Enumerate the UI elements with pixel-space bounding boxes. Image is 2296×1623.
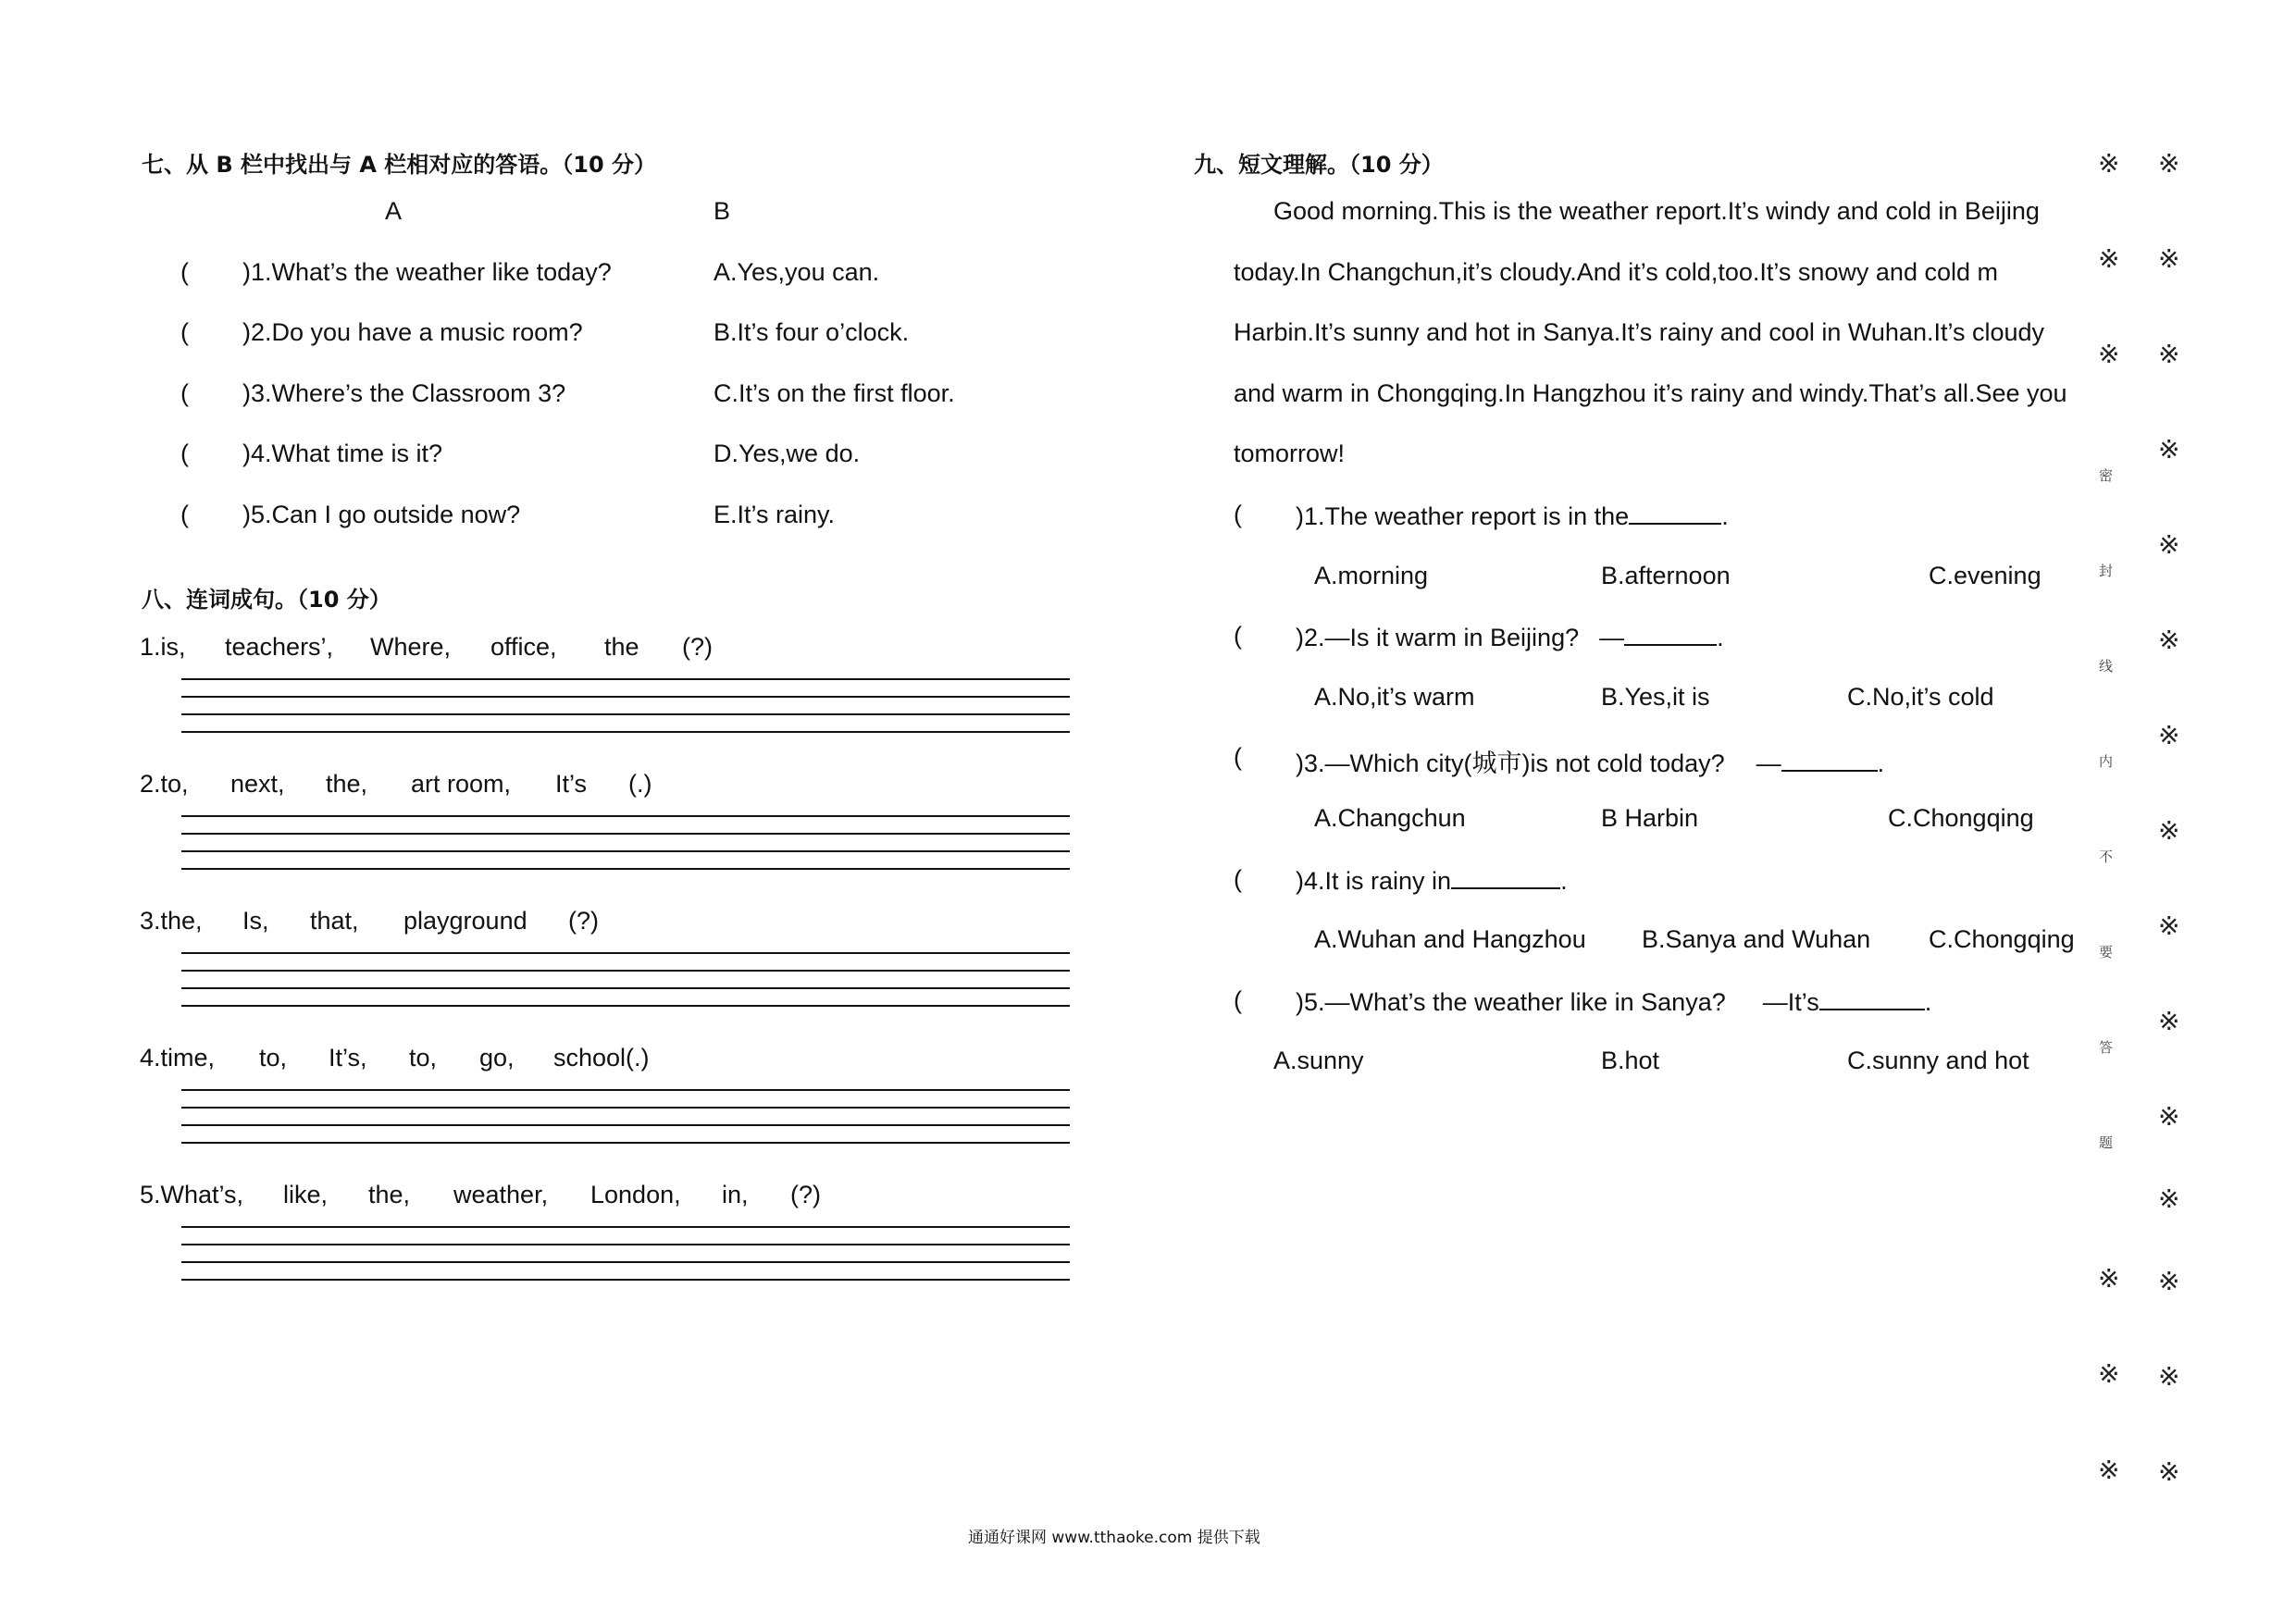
passage-line: Good morning.This is the weather report.It’s windy and cold in Beijing xyxy=(1273,197,2040,225)
writing-line xyxy=(181,833,1070,835)
question-text: )1.The weather report is in the xyxy=(1296,502,1630,530)
writing-line xyxy=(181,970,1070,972)
question-1 xyxy=(1296,501,1729,531)
seal-star-icon: ※ xyxy=(2158,625,2180,655)
question-text: )4.It is rainy in xyxy=(1296,867,1452,895)
writing-line xyxy=(181,987,1070,989)
answer-dash: — xyxy=(1599,624,1625,651)
writing-line xyxy=(181,815,1070,817)
writing-line xyxy=(181,1142,1070,1144)
scrambled-word: teachers’, xyxy=(225,633,334,661)
seal-line-char: 封 xyxy=(2099,563,2114,579)
writing-line xyxy=(181,1005,1070,1007)
scrambled-word: 1.is, xyxy=(140,633,186,661)
matching-answer: B.It’s four o’clock. xyxy=(714,318,910,346)
option: C.No,it’s cold xyxy=(1847,683,1994,711)
seal-star-icon: ※ xyxy=(2158,911,2180,941)
scrambled-word: go, xyxy=(479,1044,515,1072)
question-text: )5.—What’s the weather like in Sanya? xyxy=(1296,988,1726,1016)
column-a-header: A xyxy=(385,197,403,225)
answer-paren: ( xyxy=(1234,622,1242,650)
option: C.evening xyxy=(1929,562,2042,589)
answer-paren: ( xyxy=(1234,501,1242,528)
option: B.Yes,it is xyxy=(1601,683,1710,711)
option: A.sunny xyxy=(1273,1047,1364,1074)
scrambled-word: (?) xyxy=(790,1181,821,1208)
scrambled-word: next, xyxy=(230,770,285,798)
option: C.Chongqing xyxy=(1929,925,2075,953)
seal-star-icon: ※ xyxy=(2098,339,2120,369)
question-tail: . xyxy=(1721,502,1729,530)
question-tail: . xyxy=(1877,750,1885,777)
answer-paren: ( xyxy=(180,258,189,286)
writing-line xyxy=(181,1089,1070,1091)
section-9-title: 九、短文理解。（10 分） xyxy=(1194,152,1444,178)
writing-line xyxy=(181,678,1070,680)
scrambled-word: the, xyxy=(368,1181,411,1208)
answer-blank[interactable] xyxy=(1781,748,1878,772)
scrambled-word: that, xyxy=(310,907,359,935)
option: B.hot xyxy=(1601,1047,1660,1074)
seal-line-char: 不 xyxy=(2099,849,2114,865)
matching-answer: E.It’s rainy. xyxy=(714,501,836,528)
option: A.morning xyxy=(1314,562,1429,589)
option: A.Changchun xyxy=(1314,804,1466,832)
scrambled-word: the xyxy=(604,633,639,661)
seal-star-icon: ※ xyxy=(2098,148,2120,179)
scrambled-word: 5.What’s, xyxy=(140,1181,244,1208)
passage-line: tomorrow! xyxy=(1234,440,1346,467)
answer-dash: —It’s xyxy=(1762,988,1819,1016)
scrambled-word: 2.to, xyxy=(140,770,189,798)
matching-answer: C.It’s on the first floor. xyxy=(714,379,955,407)
writing-line xyxy=(181,850,1070,852)
scrambled-word: (.) xyxy=(628,770,652,798)
matching-question: )3.Where’s the Classroom 3? xyxy=(242,379,566,407)
scrambled-word: in, xyxy=(722,1181,749,1208)
question-text: )2.—Is it warm in Beijing? xyxy=(1296,624,1580,651)
writing-line xyxy=(181,713,1070,715)
passage-line: Harbin.It’s sunny and hot in Sanya.It’s rainy and cool in Wuhan.It’s cloudy xyxy=(1234,318,2045,346)
option: B.afternoon xyxy=(1601,562,1731,589)
writing-line xyxy=(181,1226,1070,1228)
question-tail: . xyxy=(1924,988,1932,1016)
question-4 xyxy=(1296,865,1568,896)
writing-line xyxy=(181,696,1070,698)
matching-answer: A.Yes,you can. xyxy=(714,258,880,286)
scrambled-word: Where, xyxy=(370,633,452,661)
answer-paren: ( xyxy=(1234,986,1242,1014)
scrambled-word: 4.time, xyxy=(140,1044,216,1072)
answer-paren: ( xyxy=(180,501,189,528)
question-tail: . xyxy=(1717,624,1724,651)
section-8-title: 八、连词成句。（10 分） xyxy=(142,587,391,613)
question-tail: . xyxy=(1560,867,1568,895)
seal-star-icon: ※ xyxy=(2158,1361,2180,1392)
question-text: )3.—Which city( xyxy=(1296,750,1472,777)
writing-line xyxy=(181,1107,1070,1109)
seal-star-icon: ※ xyxy=(2158,148,2180,179)
seal-star-icon: ※ xyxy=(2158,1456,2180,1487)
answer-dash: — xyxy=(1756,750,1781,777)
writing-line xyxy=(181,731,1070,733)
writing-line xyxy=(181,868,1070,870)
answer-paren: ( xyxy=(180,440,189,467)
answer-paren: ( xyxy=(1234,865,1242,893)
column-b-header: B xyxy=(714,197,731,225)
seal-star-icon: ※ xyxy=(2098,1455,2120,1485)
scrambled-word: school(.) xyxy=(553,1044,650,1072)
seal-line-char: 题 xyxy=(2099,1134,2114,1151)
scrambled-word: 3.the, xyxy=(140,907,203,935)
seal-star-icon: ※ xyxy=(2158,720,2180,750)
seal-line-char: 线 xyxy=(2099,658,2114,675)
scrambled-word: (?) xyxy=(568,907,599,935)
seal-line-char: 密 xyxy=(2099,467,2114,484)
answer-blank[interactable] xyxy=(1451,865,1560,889)
option: A.No,it’s warm xyxy=(1314,683,1475,711)
writing-line xyxy=(181,1244,1070,1245)
seal-star-icon: ※ xyxy=(2098,243,2120,274)
seal-line-char: 内 xyxy=(2099,753,2114,770)
answer-blank[interactable] xyxy=(1624,622,1717,646)
matching-answer: D.Yes,we do. xyxy=(714,440,861,467)
seal-line-char: 要 xyxy=(2099,944,2114,960)
option: B Harbin xyxy=(1601,804,1699,832)
answer-paren: ( xyxy=(1234,743,1242,771)
matching-question: )2.Do you have a music room? xyxy=(242,318,583,346)
passage-line: today.In Changchun,it’s cloudy.And it’s cold,too.It’s snowy and cold m xyxy=(1234,258,1998,286)
option: B.Sanya and Wuhan xyxy=(1642,925,1871,953)
scrambled-word: It’s xyxy=(555,770,588,798)
answer-paren: ( xyxy=(180,318,189,346)
question-cn-gloss: 城市 xyxy=(1471,750,1522,778)
answer-blank[interactable] xyxy=(1629,501,1721,525)
seal-star-icon: ※ xyxy=(2098,1358,2120,1389)
matching-question: )5.Can I go outside now? xyxy=(242,501,521,528)
scrambled-word: to, xyxy=(259,1044,288,1072)
question-2 xyxy=(1296,622,1724,652)
section-7-title: 七、从 B 栏中找出与 A 栏相对应的答语。（10 分） xyxy=(142,152,657,178)
scrambled-word: playground xyxy=(403,907,527,935)
matching-question: )1.What’s the weather like today? xyxy=(242,258,612,286)
question-3 xyxy=(1296,743,1884,779)
question-text-end: )is not cold today? xyxy=(1521,750,1725,777)
seal-star-icon: ※ xyxy=(2158,1266,2180,1296)
seal-star-icon: ※ xyxy=(2158,1006,2180,1036)
option: C.sunny and hot xyxy=(1847,1047,2029,1074)
seal-star-icon: ※ xyxy=(2158,1101,2180,1132)
scrambled-word: art room, xyxy=(411,770,512,798)
answer-paren: ( xyxy=(180,379,189,407)
passage-line: and warm in Chongqing.In Hangzhou it’s rainy and windy.That’s all.See you xyxy=(1234,379,2067,407)
scrambled-word: the, xyxy=(326,770,368,798)
writing-line xyxy=(181,952,1070,954)
scrambled-word: (?) xyxy=(682,633,713,661)
seal-star-icon: ※ xyxy=(2158,434,2180,465)
seal-line-char: 答 xyxy=(2099,1039,2114,1056)
seal-star-icon: ※ xyxy=(2158,529,2180,560)
scrambled-word: Is, xyxy=(242,907,269,935)
option: C.Chongqing xyxy=(1888,804,2034,832)
seal-star-icon: ※ xyxy=(2158,339,2180,369)
answer-blank[interactable] xyxy=(1819,986,1925,1010)
page-footer: 通通好课网 www.tthaoke.com 提供下载 xyxy=(968,1529,1260,1547)
scrambled-word: London, xyxy=(590,1181,681,1208)
scrambled-word: office, xyxy=(490,633,557,661)
seal-star-icon: ※ xyxy=(2158,243,2180,274)
writing-line xyxy=(181,1261,1070,1263)
writing-line xyxy=(181,1279,1070,1281)
seal-star-icon: ※ xyxy=(2098,1263,2120,1294)
seal-star-icon: ※ xyxy=(2158,1183,2180,1214)
seal-star-icon: ※ xyxy=(2158,815,2180,846)
option: A.Wuhan and Hangzhou xyxy=(1314,925,1586,953)
scrambled-word: to, xyxy=(409,1044,438,1072)
scrambled-word: weather, xyxy=(453,1181,549,1208)
writing-line xyxy=(181,1124,1070,1126)
question-5 xyxy=(1296,986,1931,1017)
scrambled-word: It’s, xyxy=(329,1044,367,1072)
matching-question: )4.What time is it? xyxy=(242,440,443,467)
scrambled-word: like, xyxy=(283,1181,329,1208)
